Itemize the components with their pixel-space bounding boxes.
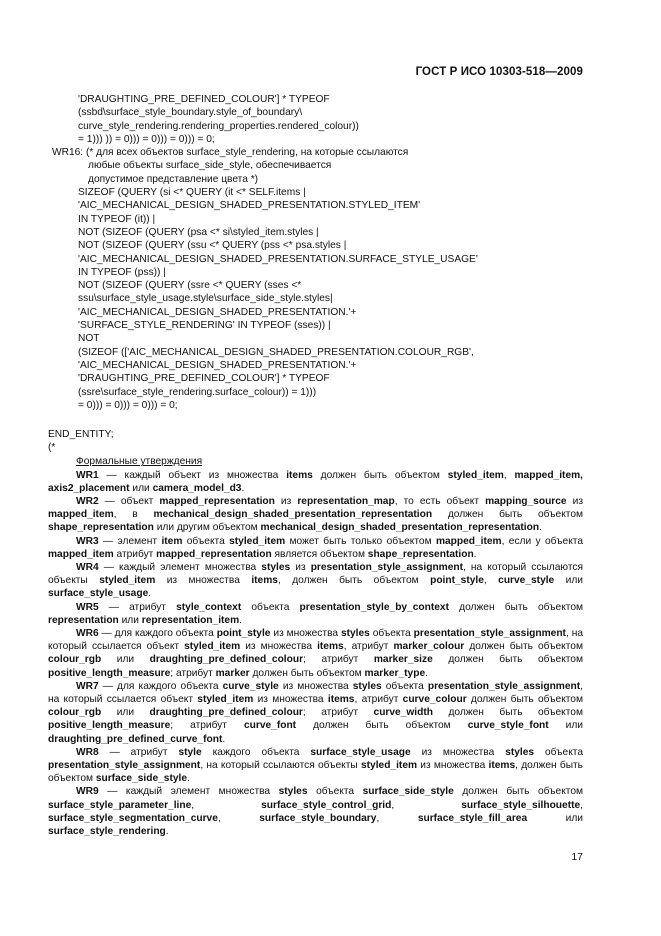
rule-term: styled_item	[360, 760, 418, 772]
rule-text: — для каждого объекта	[98, 628, 217, 640]
rule-term: curve_font	[243, 720, 297, 732]
code-line: = 1))) )) = 0))) = 0))) = 0))) = 0;	[78, 133, 215, 145]
rule-text: — атрибут	[98, 746, 179, 758]
code-line: (ssre\surface_style_rendering.surface_colour)) = 1)))	[78, 386, 317, 398]
rule-term: surface_style_control_grid	[261, 799, 392, 811]
rule-text: или	[527, 812, 583, 824]
rule-term: curve_style	[222, 680, 279, 692]
rule-text: ; атрибут	[302, 707, 374, 719]
rule-term: surface_style_boundary	[259, 812, 377, 824]
rule-text: — каждый элемент множества	[98, 786, 279, 798]
code-line: 'AIC_MECHANICAL_DESIGN_SHADED_PRESENTATION.'+	[78, 306, 357, 318]
code-line: NOT (SIZEOF (QUERY (psa <* si\styled_item.styles |	[78, 226, 319, 238]
rule-term: item	[161, 535, 183, 547]
rule-text: объекта	[369, 628, 414, 640]
rule-text: или	[129, 482, 153, 494]
rule-text: .	[239, 614, 242, 626]
rule-term: shape_representation	[367, 548, 474, 560]
rule-text: ; атрибут	[303, 654, 374, 666]
rule-term: mapping_source	[485, 496, 567, 508]
rule-term: point_style	[430, 575, 484, 587]
rule-text: — элемент	[98, 535, 162, 547]
code-line: допустимое представление цвета *)	[88, 173, 259, 185]
rule-term: styled_item	[184, 641, 241, 653]
rule-term: style_context	[176, 601, 242, 613]
code-line: любые объекты surface_side_style, обеспечивается	[88, 160, 332, 172]
rule-term: WR9	[76, 786, 99, 798]
rule-term: mapped_item, axis2_placement	[48, 469, 584, 494]
code-line: WR16: (* для всех объектов surface_style_rendering, на которые ссылаются	[52, 147, 409, 159]
rule-term: mapped_item	[435, 535, 502, 547]
rule-text: из множества	[417, 760, 489, 772]
rule-text: или	[101, 654, 150, 666]
rule-term: positive_length_measure	[48, 667, 171, 679]
rule-text: .	[222, 733, 226, 745]
rule-paragraph	[48, 746, 583, 786]
rule-text: из	[274, 496, 298, 508]
rule-term: colour_rgb	[48, 654, 102, 666]
rule-paragraph	[48, 561, 583, 601]
rule-text: ; атрибут	[170, 667, 216, 679]
rule-term: point_style	[216, 628, 271, 640]
document-body	[48, 428, 583, 838]
rule-text: — объект	[98, 496, 160, 508]
code-line: 'AIC_MECHANICAL_DESIGN_SHADED_PRESENTATION.SURFACE_STYLE_USAGE'	[78, 253, 478, 265]
rule-text: ,	[503, 469, 515, 481]
rule-text: объекта	[534, 746, 583, 758]
code-line: 'DRAUGHTING_PRE_DEFINED_COLOUR'] * TYPEOF	[78, 373, 330, 385]
rule-text: .	[425, 667, 428, 679]
rule-text: или	[548, 720, 583, 732]
rule-term: mapped_item	[48, 548, 114, 560]
rule-term: positive_length_measure	[48, 720, 171, 732]
rule-text: или	[101, 707, 150, 719]
rule-term: items	[251, 575, 278, 587]
rule-text: является объектом	[271, 548, 368, 560]
code-line: ssu\surface_style_usage.style\surface_side_style.styles|	[78, 293, 333, 305]
code-line: SIZEOF (QUERY (si <* QUERY (it <* SELF.items |	[78, 187, 306, 199]
rule-text: каждого объекта	[201, 746, 311, 758]
rule-term: surface_style_usage	[310, 746, 411, 758]
code-line: curve_style_rendering.rendering_properties.rendered_colour))	[78, 120, 359, 132]
rule-text: .	[165, 826, 169, 838]
rule-term: styles	[505, 746, 535, 758]
rule-text: , на который ссылаются объекты	[200, 760, 361, 772]
rule-term: WR1	[76, 469, 99, 481]
rule-term: presentation_style_assignment	[310, 562, 464, 574]
express-code-block	[48, 93, 608, 412]
rule-text: должен быть объектом	[449, 601, 583, 613]
rule-text: должен быть объектом	[464, 641, 583, 653]
rule-term: camera_model_d3	[152, 482, 242, 494]
rule-term: surface_style_usage	[48, 588, 149, 600]
rule-term: items	[286, 469, 313, 481]
rule-paragraph	[48, 785, 583, 838]
rule-text: .	[539, 522, 542, 534]
rule-term: curve_style	[498, 575, 555, 587]
rule-term: presentation_style_by_context	[299, 601, 449, 613]
code-line: IN TYPEOF (pss)) |	[78, 266, 166, 278]
code-line: NOT (SIZEOF (QUERY (ssre <* QUERY (sses <*	[78, 280, 302, 292]
rule-term: styled_item	[229, 535, 286, 547]
rule-term: draughting_pre_defined_colour	[149, 707, 303, 719]
code-line: NOT (SIZEOF (QUERY (ssu <* QUERY (pss <* psa.styles |	[78, 240, 347, 252]
rule-term: surface_style_segmentation_curve	[48, 812, 218, 824]
rule-term: surface_style_rendering	[48, 826, 166, 838]
rule-text: ,	[191, 799, 262, 811]
document-header: ГОСТ Р ИСО 10303-518—2009	[415, 66, 583, 78]
rule-text: должен быть объектом	[249, 667, 365, 679]
rule-term: items	[317, 641, 344, 653]
rule-text: ,	[580, 799, 583, 811]
rule-term: surface_side_style	[95, 773, 188, 785]
rule-text: объекта	[241, 601, 300, 613]
rule-term: WR2	[76, 496, 99, 508]
formal-propositions	[48, 469, 583, 839]
comment-open: (*	[48, 442, 56, 454]
rule-text: или другим объектом	[153, 522, 261, 534]
code-line: NOT	[78, 333, 100, 345]
rule-paragraph	[48, 601, 583, 627]
rule-term: mechanical_design_shaded_presentation_representation	[260, 522, 540, 534]
rule-text: должен быть объектом	[432, 509, 583, 521]
rule-text: , должен быть объектом	[48, 760, 583, 785]
rule-paragraph	[48, 495, 583, 535]
rule-text: — каждый объект из множества	[98, 469, 287, 481]
rule-text: должен быть объектом	[296, 720, 468, 732]
rule-text: должен быть объектом	[453, 786, 583, 798]
code-line: 'DRAUGHTING_PRE_DEFINED_COLOUR'] * TYPEOF	[78, 94, 330, 105]
rule-text: из множества	[240, 641, 318, 653]
rule-term: representation_item	[141, 614, 240, 626]
rule-text: , атрибут	[354, 694, 403, 706]
rule-text: ,	[217, 812, 260, 824]
rule-text: из множества	[278, 680, 353, 692]
rule-term: items	[488, 760, 516, 772]
code-line: 'AIC_MECHANICAL_DESIGN_SHADED_PRESENTATION.'+	[78, 359, 357, 371]
rule-paragraph	[48, 469, 583, 495]
rule-text: должен быть объектом	[432, 654, 583, 666]
rule-term: representation	[48, 614, 119, 626]
rule-term: WR7	[76, 680, 99, 692]
rule-text: ,	[483, 575, 499, 587]
rule-term: style	[178, 746, 202, 758]
rule-text: из множества	[155, 575, 252, 587]
rule-term: WR3	[76, 535, 99, 547]
rule-text: ,	[391, 799, 462, 811]
rule-text: , должен быть объектом	[277, 575, 431, 587]
end-entity-keyword: END_ENTITY;	[48, 429, 114, 440]
rule-text: , то есть объект	[394, 496, 486, 508]
rule-term: surface_style_fill_area	[417, 812, 528, 824]
rule-term: mapped_representation	[156, 548, 272, 560]
page-number: 17	[571, 851, 583, 863]
rule-term: styles	[261, 562, 291, 574]
rule-text: .	[473, 548, 477, 560]
rule-term: items	[327, 694, 355, 706]
rule-paragraph	[48, 627, 583, 680]
rule-term: styles	[352, 680, 382, 692]
code-line: = 0))) = 0))) = 0))) = 0;	[78, 399, 178, 411]
rule-term: draughting_pre_defined_colour	[149, 654, 304, 666]
rule-term: marker_size	[373, 654, 433, 666]
rule-text: из множества	[253, 694, 328, 706]
rule-text: из множества	[270, 628, 341, 640]
rule-text: объекта	[307, 786, 363, 798]
code-line: (ssbd\surface_style_boundary.style_of_boundary\	[78, 107, 303, 119]
rule-term: WR8	[76, 746, 99, 758]
rule-term: mechanical_design_shaded_presentation_representation	[153, 509, 433, 521]
rule-term: styles	[340, 628, 370, 640]
rule-term: draughting_pre_defined_curve_font	[48, 733, 223, 745]
rule-text: , на который ссылается объект	[48, 628, 583, 653]
rule-text: — для каждого объекта	[98, 680, 223, 692]
rule-term: marker	[215, 667, 250, 679]
rule-text: должен быть объектом	[466, 694, 583, 706]
rule-text: , в	[113, 509, 154, 521]
rule-text: может быть только объектом	[285, 535, 436, 547]
rule-text: или	[554, 575, 583, 587]
rule-term: marker_type	[364, 667, 426, 679]
rule-text: должен быть объектом	[432, 707, 583, 719]
rule-text: ,	[376, 812, 418, 824]
rule-term: representation_map	[297, 496, 395, 508]
rule-term: styles	[278, 786, 308, 798]
rule-term: colour_rgb	[48, 707, 102, 719]
rule-text: ; атрибут	[170, 720, 244, 732]
rule-term: styled_item	[447, 469, 504, 481]
rule-term: styled_item	[99, 575, 156, 587]
rule-text: должен быть объектом	[312, 469, 448, 481]
section-title: Формальные утверждения	[76, 456, 203, 468]
rule-term: presentation_style_assignment	[427, 680, 581, 692]
rule-term: mapped_item	[48, 509, 114, 521]
rule-term: presentation_style_assignment	[48, 760, 201, 772]
code-line: (SIZEOF (['AIC_MECHANICAL_DESIGN_SHADED_PRESENTATION.COLOUR_RGB',	[78, 346, 474, 358]
rule-text: объекта	[381, 680, 428, 692]
rule-text: .	[148, 588, 152, 600]
rule-term: marker_colour	[393, 641, 465, 653]
code-line: IN TYPEOF (it)) |	[78, 213, 156, 225]
rule-text: из	[566, 496, 583, 508]
rule-term: WR6	[76, 628, 99, 640]
rule-text: атрибут	[113, 548, 157, 560]
rule-term: surface_style_silhouette	[461, 799, 581, 811]
rule-paragraph	[48, 535, 583, 561]
rule-text: или	[118, 614, 142, 626]
rule-text: — каждый элемент множества	[98, 562, 262, 574]
rule-term: curve_colour	[402, 694, 467, 706]
rule-text: , если у объекта	[501, 535, 583, 547]
rule-text: объекта	[182, 535, 230, 547]
rule-text: , на который ссылаются объекты	[48, 562, 583, 587]
rule-term: shape_representation	[48, 522, 154, 534]
rule-term: curve_width	[373, 707, 433, 719]
rule-text: , на который ссылается объект	[48, 680, 583, 706]
code-line: 'SURFACE_STYLE_RENDERING' IN TYPEOF (sses)) |	[78, 320, 331, 332]
rule-text: из множества	[410, 746, 506, 758]
rule-term: surface_style_parameter_line	[48, 799, 192, 811]
rule-term: styled_item	[197, 694, 254, 706]
rule-term: presentation_style_assignment	[413, 628, 566, 640]
rule-text: — атрибут	[98, 601, 177, 613]
rule-term: curve_style_font	[467, 720, 549, 732]
code-line: 'AIC_MECHANICAL_DESIGN_SHADED_PRESENTATION.STYLED_ITEM'	[78, 200, 421, 212]
rule-term: surface_side_style	[362, 786, 454, 798]
rule-term: WR5	[76, 601, 99, 613]
rule-text: .	[241, 482, 245, 494]
rule-text: из	[290, 562, 311, 574]
rule-term: WR4	[76, 562, 99, 574]
rule-paragraph	[48, 680, 583, 746]
rule-text: .	[187, 773, 190, 785]
rule-text: , атрибут	[343, 641, 394, 653]
rule-term: mapped_representation	[159, 496, 275, 508]
